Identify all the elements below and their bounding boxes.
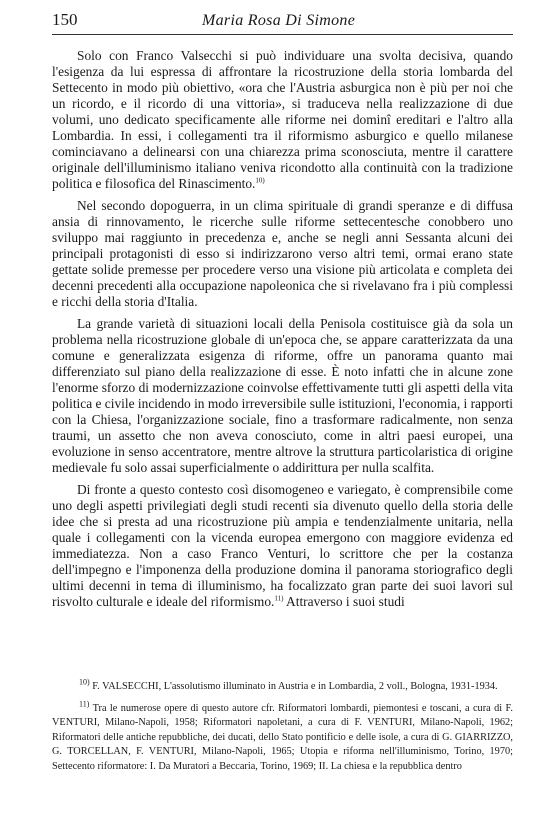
footnote-ref: 10) <box>255 176 265 185</box>
running-head-author: Maria Rosa Di Simone <box>202 12 356 29</box>
paragraph-text: Nel secondo dopoguerra, in un clima spirituale di grandi speranze e di diffusa ansia di rinnovamento, le ricerche sulle riforme settecentesche conobbero uno sviluppo mai raggiunto in precedenza e, anche se negli anni Sessanta alcuni dei principali protagonisti di esso si indirizzarono verso altri temi, ormai erano state gettate solide premesse per procedere verso una visione più articolata e completa dei decenni precedenti alla occupazione napoleonica che si rivelavano fra i più complessi e ricchi della storia d'Italia. <box>52 198 513 309</box>
footnotes <box>52 677 513 782</box>
paragraph-text: Di fronte a questo contesto così disomogeneo e variegato, è comprensibile come uno degli aspetti privilegiati degli studi recenti sia divenuto quello della storia delle idee che si presta ad una ricostruzione più ampia e tendenzialmente unitaria, nella quale i collegamenti con la vicenda europea emergono con maggiore evidenza ed immediatezza. Non a caso Franco Venturi, lo scrittore che per la costanza dell'impegno e l'imponenza della produzione domina il panorama storiografico degli ultimi decenni in tema di illuminismo, ha focalizzato gran parte dei suoi lavori sul risvolto culturale e ideale del riformismo. <box>52 482 513 609</box>
page-header <box>52 10 513 35</box>
footnote <box>52 699 513 775</box>
paragraph-text: La grande varietà di situazioni locali della Penisola costituisce già da sola un problema nella ricostruzione globale di un'epoca che, se appare caratterizzata da una comune e generalizzata esigenza di riforme, offre un panorama quanto mai differenziato sul piano della realizzazione di esse. È noto infatti che in alcune zone l'enorme sforzo di modernizzazione coinvolse effettivamente tutti gli aspetti della vita politica e civile incidendo in modo irreversibile sulle istituzioni, l'economia, i rapporti con la Chiesa, l'organizzazione sociale, fino a trasformare radicalmente, non senza traumi, un assetto che non aveva conosciuto, come in altri paesi europei, una evoluzione in senso accentratore, mentre altrove la struttura particolaristica di origine medievale fu solo assai superficialmente o addirittura per nulla scalfita. <box>52 316 513 475</box>
paragraph <box>52 316 513 476</box>
paragraph <box>52 482 513 610</box>
footnote <box>52 677 513 695</box>
footnote-text: F. VALSECCHI, L'assolutismo illuminato in Austria e in Lombardia, 2 voll., Bologna, 1931-1934. <box>92 681 498 692</box>
footnote-ref: 11) <box>274 594 284 603</box>
paragraph-text: Solo con Franco Valsecchi si può individuare una svolta decisiva, quando l'esigenza da lui espressa di affrontare la ricostruzione della storia lombarda del Settecento in modo più obiettivo, «ora che l'Austria asburgica non è più per noi che un ricordo, e il ricordo di una vittoria», si traduceva nella realizzazione di due volumi, uno dedicato specificamente alle riforme nei dominî ereditari e l'altro alla Lombardia. In essi, i collegamenti tra il riformismo asburgico e quello milanese cominciavano a delinearsi con una chiarezza prima sconosciuta, mentre il carattere originale dell'illuminismo italiano veniva ricondotto alla continuità con la tradizione politica e filosofica del Rinascimento. <box>52 48 513 191</box>
paragraph-text-continued: Attraverso i suoi studi <box>283 594 405 609</box>
footnote-number: 11) <box>79 699 90 709</box>
main-text <box>52 48 513 610</box>
footnote-text: Tra le numerose opere di questo autore cfr. Riformatori lombardi, piemontesi e toscani, a cura di F. VENTURI, Milano-Napoli, 1958; Riformatori napoletani, a cura di F. VENTURI, Milano-Napoli, 1962; Riformatori delle antiche repubbliche, dei ducati, dello Stato pontificio e delle isole, a cura di G. GIARRIZZO, G. TORCELLAN, F. VENTURI, Milano-Napoli, 1965; Utopia e riforma nell'illuminismo, Torino, 1970; Settecento riformatore: I. Da Muratori a Beccaria, Torino, 1969; II. La chiesa e la repubblica dentro <box>52 702 513 772</box>
paragraph <box>52 198 513 310</box>
paragraph <box>52 48 513 192</box>
page-number: 150 <box>52 10 78 29</box>
footnote-number: 10) <box>79 677 90 687</box>
